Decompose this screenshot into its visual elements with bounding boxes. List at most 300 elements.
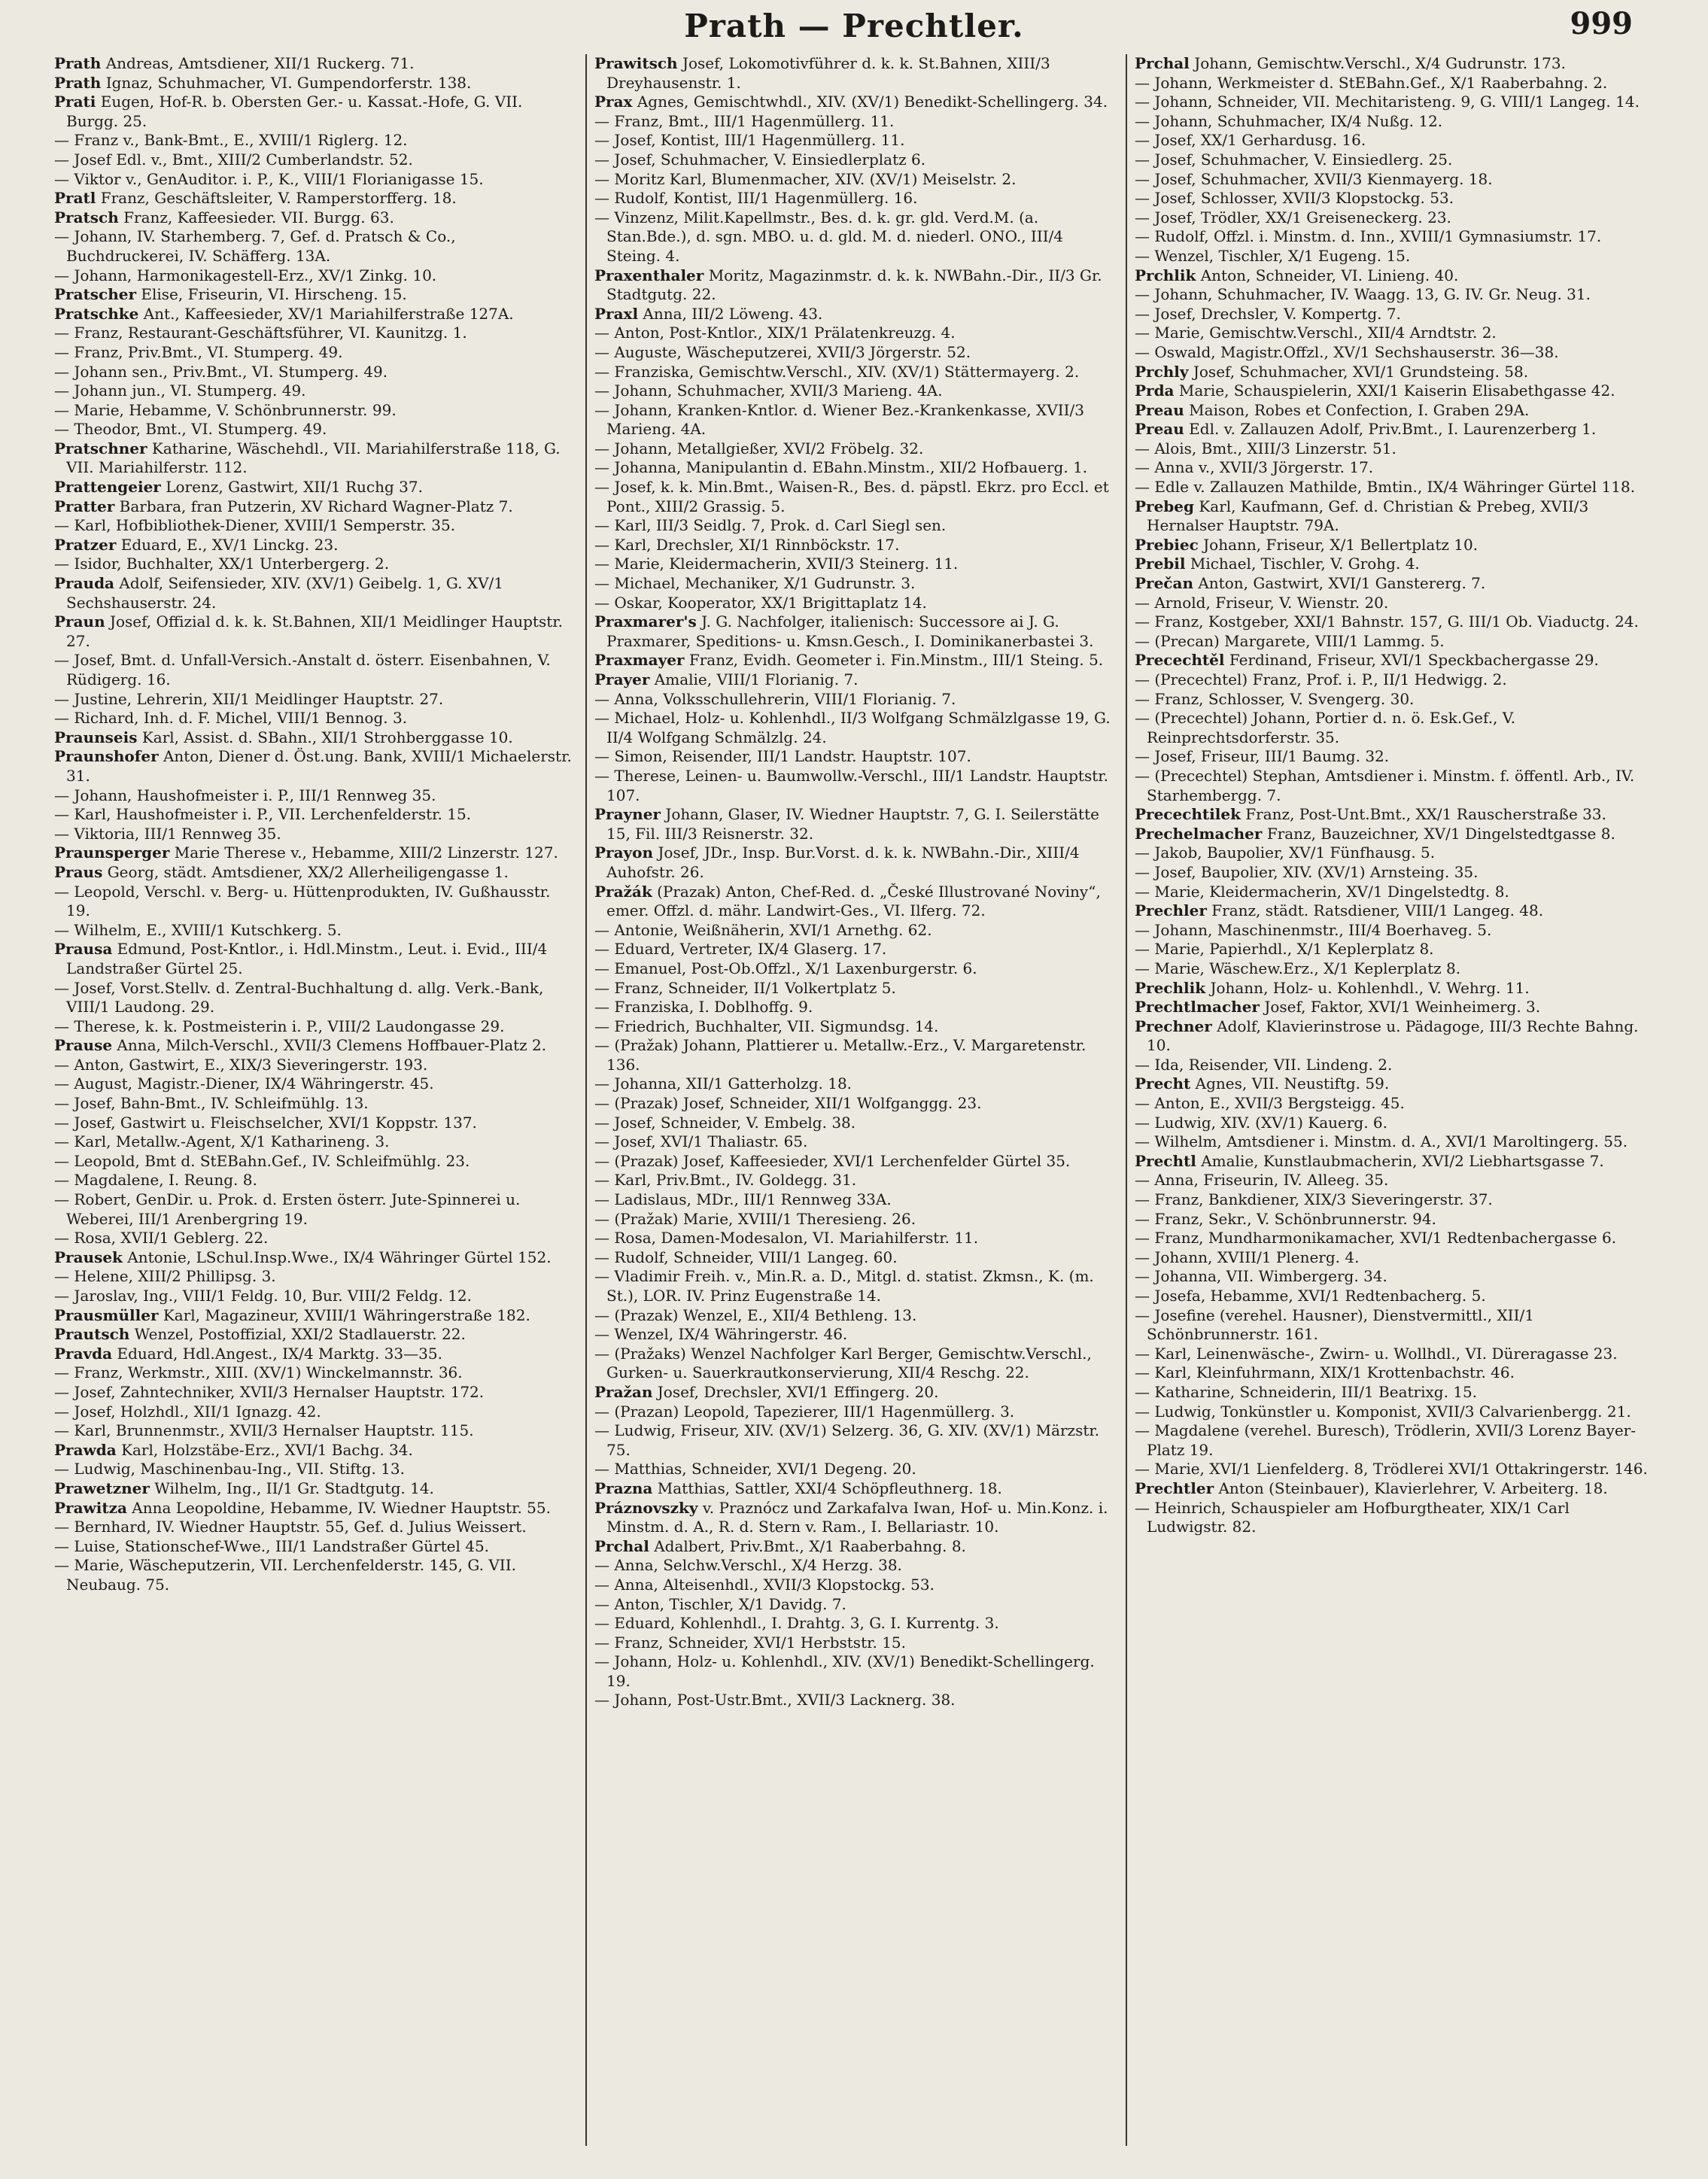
entry-details: — (Precechtel) Franz, Prof. i. P., II/1 Hedwigg. 2. [1135,670,1507,688]
entry-details: Anton (Steinbauer), Klavierlehrer, V. Arbeiterg. 18. [1218,1478,1608,1497]
directory-entry [594,574,1114,594]
entry-details: — Marie, Kleidermacherin, XV/1 Dingelstedtg. 8. [1135,882,1509,901]
entry-details: Adalbert, Priv.Bmt., X/1 Raaberbahng. 8. [654,1536,966,1555]
entry-details: Anna Leopoldine, Hebamme, IV. Wiedner Hauptstr. 55. [132,1498,551,1517]
entry-surname: Prechtlmacher [1135,998,1260,1017]
directory-entry [1135,54,1654,74]
entry-details: — Franziska, I. Doblhoffg. 9. [594,998,813,1017]
directory-entry [1135,843,1654,863]
directory-entry [54,883,573,921]
entry-surname: Precht [1135,1074,1191,1093]
directory-entry [54,979,573,1017]
directory-entry [594,843,1114,882]
entry-details: Johann, Friseur, X/1 Bellertplatz 10. [1203,535,1479,554]
entry-details: Adolf, Seifensieder, XIV. (XV/1) Geibelg. 1, G. XV/1 Sechshauserstr. 24. [66,574,503,612]
directory-entry [594,555,1114,574]
directory-entry [54,189,573,208]
entry-details: — Franz, Bankdiener, XIX/3 Sieveringerstr. 37. [1135,1190,1493,1209]
directory-column-2 [594,54,1114,2146]
directory-entry [1135,363,1654,382]
entry-details: — Ladislaus, MDr., III/1 Rennweg 33A. [594,1190,892,1209]
directory-entry [54,1094,573,1114]
directory-entry [594,979,1114,998]
entry-details: — Vladimir Freih. v., Min.R. a. D., Mitgl. d. statist. Zkmsn., K. (m. St.), LOR. IV. Prinz Eugenstraße 14. [594,1267,1094,1305]
entry-details: — Johann, IV. Starhemberg. 7, Gef. d. Pratsch & Co., Buchdruckerei, IV. Schäfferg. 13A. [54,227,456,265]
directory-entry [594,1421,1114,1460]
entry-details: — Johann sen., Priv.Bmt., VI. Stumperg. 49. [54,362,388,381]
directory-entry [1135,1267,1654,1287]
entry-details: — Johann jun., VI. Stumperg. 49. [54,381,306,400]
directory-entry [594,131,1114,150]
directory-entry [1135,208,1654,228]
entry-details: Michael, Tischler, V. Grohg. 4. [1190,555,1420,573]
entry-surname: Praunsperger [54,843,170,862]
directory-entry [54,208,573,228]
entry-details: — Franziska, Gemischtw.Verschl., XIV. (XV/1) Stättermayerg. 2. [594,362,1080,381]
directory-entry [594,1556,1114,1576]
entry-details: — Ludwig, Maschinenbau-Ing., VII. Stiftg. 13. [54,1460,405,1478]
entry-details: — Eduard, Kohlenhdl., I. Drahtg. 3, G. I. Kurrentg. 3. [594,1614,999,1633]
directory-entry [54,343,573,363]
entry-details: — Franz, Schneider, II/1 Volkertplatz 5. [594,978,896,997]
entry-details: — Ida, Reisender, VII. Lindeng. 2. [1135,1055,1393,1074]
entry-details: Marie, Schauspielerin, XXI/1 Kaiserin Elisabethgasse 42. [1178,381,1615,400]
directory-entry [1135,1152,1654,1172]
page-number: 999 [1570,6,1633,41]
entry-details: Johann, Gemischtw.Verschl., X/4 Gudrunstr. 173. [1194,54,1566,72]
directory-entry [1135,1017,1654,1056]
entry-details: Marie Therese v., Hebamme, XIII/2 Linzerstr. 127. [174,843,558,862]
entry-surname: Prechtler [1135,1478,1214,1497]
entry-details: Josef, Lokomotivführer d. k. k. St.Bahnen, XIII/3 Dreyhausenstr. 1. [606,54,1050,92]
directory-entry [1135,131,1654,150]
entry-details: Eduard, Hdl.Angest., IX/4 Marktg. 33—35. [117,1344,442,1363]
directory-entry [54,921,573,941]
entry-details: Josef, Drechsler, XVI/1 Effingerg. 20. [657,1382,939,1401]
directory-entry [54,363,573,382]
directory-entry [594,1094,1114,1114]
entry-surname: Prawda [54,1440,117,1459]
entry-details: Franz, städt. Ratsdiener, VIII/1 Langeg. 48. [1211,901,1544,920]
entry-surname: Prayner [594,805,661,824]
entry-surname: Pratschner [54,439,147,457]
directory-entry [594,1691,1114,1710]
directory-entry [54,1363,573,1383]
directory-entry [594,670,1114,690]
directory-entry [1135,940,1654,959]
directory-entry [594,93,1114,112]
entry-details: — Emanuel, Post-Ob.Offzl., X/1 Laxenburgerstr. 6. [594,959,977,977]
entry-details: — Franz, Werkmstr., XIII. (XV/1) Winckelmannstr. 36. [54,1363,463,1382]
entry-details: — Robert, GenDir. u. Prok. d. Ersten österr. Jute-Spinnerei u. Weberei, III/1 Arenbergring 19. [54,1190,521,1228]
entry-details: Anton, Gastwirt, XVI/1 Ganstererg. 7. [1198,574,1486,593]
directory-entry [594,1633,1114,1653]
entry-surname: Prause [54,1036,113,1055]
directory-entry [594,1499,1114,1537]
directory-entry [1135,324,1654,343]
entry-details: — Viktor v., GenAuditor. i. P., K., VIII/1 Florianigasse 15. [54,169,484,188]
directory-entry [54,1479,573,1499]
directory-entry [54,1229,573,1248]
directory-entry [1135,651,1654,670]
entry-details: — Josef, Schlosser, XVII/3 Klopstockg. 53. [1135,189,1454,208]
entry-details: — Franz, Restaurant-Geschäftsführer, VI. Kaunitzg. 1. [54,324,467,342]
entry-details: — Theodor, Bmt., VI. Stumperg. 49. [54,420,327,439]
directory-entry [1135,1460,1654,1479]
directory-entry [1135,1171,1654,1190]
entry-details: — Rosa, XVII/1 Geblerg. 22. [54,1229,269,1248]
directory-entry [54,843,573,863]
directory-entry [1135,632,1654,652]
directory-entry [594,747,1114,767]
directory-entry [54,1114,573,1133]
directory-entry [1135,458,1654,478]
directory-entry [1135,612,1654,632]
entry-details: — Richard, Inh. d. F. Michel, VIII/1 Bennog. 3. [54,709,408,728]
entry-details: — Josef, Schuhmacher, V. Einsiedlerplatz 6. [594,150,926,169]
entry-details: — Franz v., Bank-Bmt., E., XVIII/1 Riglerg. 12. [54,131,408,150]
directory-entry [1135,1363,1654,1383]
directory-entry [1135,1114,1654,1133]
page-header [53,5,1655,51]
entry-details: — Josef, Schuhmacher, XVII/3 Kienmayerg. 18. [1135,169,1493,188]
entry-details: Barbara, fran Putzerin, XV Richard Wagner-Platz 7. [119,497,513,515]
entry-details: — Karl, Hofbibliothek-Diener, XVIII/1 Semperstr. 35. [54,516,456,535]
directory-entry [54,170,573,190]
entry-details: — Marie, XVI/1 Lienfelderg. 8, Trödlerei XVI/1 Ottakringerstr. 146. [1135,1460,1648,1478]
directory-entry [54,1036,573,1056]
entry-details: — Katharine, Schneiderin, III/1 Beatrixg. 15. [1135,1382,1478,1401]
entry-details: Amalie, Kunstlaubmacherin, XVI/2 Liebhartsgasse 7. [1201,1151,1604,1170]
directory-entry [1135,979,1654,998]
entry-surname: Pražan [594,1382,653,1401]
entry-details: — Johann, Haushofmeister i. P., III/1 Rennweg 35. [54,786,436,804]
entry-details: — Johann, Maschinenmstr., III/4 Boerhaveg. 5. [1135,920,1492,939]
page-title: Prath — Prechtler. [684,8,1024,44]
entry-details: — Leopold, Bmt d. StEBahn.Gef., IV. Schleifmühlg. 23. [54,1151,470,1170]
entry-details: — Johann, Schneider, VII. Mechitaristeng. 9, G. VIII/1 Langeg. 14. [1135,93,1640,111]
entry-details: — Josef Edl. v., Bmt., XIII/2 Cumberlandstr. 52. [54,150,413,169]
entry-details: Eugen, Hof-R. b. Obersten Ger.- u. Kassat.-Hofe, G. VII. Burgg. 25. [66,93,523,130]
entry-details: — Luise, Stationschef-Wwe., III/1 Landstraßer Gürtel 45. [54,1536,490,1555]
directory-entry [594,1229,1114,1248]
directory-entry [1135,1190,1654,1210]
directory-entry [54,1518,573,1537]
entry-details: — Helene, XIII/2 Phillipsg. 3. [54,1267,276,1286]
entry-details: — August, Magistr.-Diener, IX/4 Währingerstr. 45. [54,1074,434,1093]
directory-entry [54,555,573,574]
directory-entry [594,478,1114,516]
entry-details: — Johann, Schuhmacher, XVII/3 Marieng. 4A. [594,381,943,400]
entry-details: Wenzel, Postoffizial, XXI/2 Stadlauerstr. 22. [134,1325,466,1344]
entry-details: — Antonie, Weißnäherin, XVI/1 Arnethg. 62. [594,920,932,939]
directory-entry [594,1614,1114,1633]
entry-surname: Preau [1135,400,1184,419]
entry-details: — Josef, Schneider, V. Embelg. 38. [594,1113,856,1132]
directory-entry [1135,709,1654,747]
entry-details: — Leopold, Verschl. v. Berg- u. Hüttenprodukten, IV. Gußhausstr. 19. [54,882,551,920]
directory-entry [54,786,573,806]
entry-surname: Praunshofer [54,747,159,766]
directory-entry [1135,863,1654,883]
entry-details: — Ludwig, XIV. (XV/1) Kauerg. 6. [1135,1113,1388,1132]
directory-entry [594,1460,1114,1479]
directory-columns [54,54,1649,2146]
directory-entry [54,54,573,74]
entry-details: — Karl, III/3 Seidlg. 7, Prok. d. Carl Siegl sen. [594,516,947,535]
directory-entry [594,921,1114,941]
entry-details: Georg, städt. Amtsdiener, XX/2 Allerheiligengasse 1. [107,862,509,881]
directory-entry [594,112,1114,132]
directory-entry [594,709,1114,747]
entry-details: — Jaroslav, Ing., VIII/1 Feldg. 10, Bur. VIII/2 Feldg. 12. [54,1287,473,1305]
directory-entry [1135,112,1654,132]
entry-surname: Prechler [1135,901,1207,920]
directory-entry [1135,747,1654,767]
directory-entry [54,227,573,266]
entry-surname: Prausmüller [54,1305,159,1324]
directory-entry [54,1171,573,1190]
entry-details: — (Prazak) Josef, Kaffeesieder, XVI/1 Lerchenfelder Gürtel 35. [594,1151,1071,1170]
directory-entry [594,1152,1114,1172]
directory-entry [1135,93,1654,112]
directory-entry [54,150,573,170]
entry-details: — Anna v., XVII/3 Jörgerstr. 17. [1135,458,1374,477]
entry-details: — Michael, Holz- u. Kohlenhdl., II/3 Wolfgang Schmälzlgasse 19, G. II/4 Wolfgang Schmälzlg. 24. [594,709,1111,746]
entry-details: — Franz, Bmt., III/1 Hagenmüllerg. 11. [594,111,895,130]
entry-details: — Josef, Baupolier, XIV. (XV/1) Arnsteing. 35. [1135,862,1479,881]
directory-entry [54,805,573,825]
directory-entry [1135,74,1654,93]
entry-details: — Josef, Holzhdl., XII/1 Ignazg. 42. [54,1402,321,1421]
directory-entry [1135,825,1654,844]
entry-details: — Josef, Schuhmacher, V. Einsiedlerg. 25. [1135,150,1453,169]
entry-details: — Isidor, Buchhalter, XX/1 Unterbergerg. 2. [54,555,390,573]
directory-entry [54,1403,573,1422]
entry-details: — Josefa, Hebamme, XVI/1 Redtenbacherg. 5. [1135,1287,1486,1305]
entry-surname: Praunseis [54,728,138,746]
entry-details: — Franz, Schneider, XVI/1 Herbststr. 15. [594,1633,906,1652]
directory-entry [594,612,1114,651]
directory-entry [54,131,573,150]
entry-details: — Johanna, VII. Wimbergerg. 34. [1135,1267,1387,1286]
directory-entry [1135,227,1654,247]
entry-details: — Johann, Kranken-Kntlor. d. Wiener Bez.-Krankenkasse, XVII/3 Marieng. 4A. [594,400,1084,439]
directory-entry [54,825,573,844]
directory-entry [1135,401,1654,421]
entry-surname: Pratl [54,189,96,208]
entry-details: Franz, Evidh. Geometer i. Fin.Minstm., III/1 Steing. 5. [688,651,1104,670]
directory-entry [594,208,1114,266]
entry-details: — Bernhard, IV. Wiedner Hauptstr. 55, Gef. d. Julius Weissert. [54,1518,527,1536]
directory-entry [54,1132,573,1152]
directory-entry [594,1479,1114,1499]
entry-surname: Praxl [594,304,639,323]
directory-entry [594,594,1114,613]
directory-entry [594,1036,1114,1074]
entry-surname: Prečan [1135,574,1193,593]
entry-details: — Heinrich, Schauspieler am Hofburgtheater, XIX/1 Carl Ludwigstr. 82. [1135,1498,1570,1536]
entry-details: — Franz, Mundharmonikamacher, XVI/1 Redtenbachergasse 6. [1135,1229,1617,1248]
entry-details: — (Pražak) Marie, XVIII/1 Theresieng. 26. [594,1209,916,1228]
entry-surname: Praxenthaler [594,266,704,284]
directory-entry [1135,883,1654,902]
entry-surname: Pratscher [54,285,137,304]
entry-surname: Prausa [54,940,113,959]
entry-details: — Therese, k. k. Postmeisterin i. P., VIII/2 Laudongasse 29. [54,1017,505,1035]
directory-entry [54,516,573,536]
entry-details: — Josef, Friseur, III/1 Baumg. 32. [1135,747,1390,766]
entry-details: — Vinzenz, Milit.Kapellmstr., Bes. d. k. gr. gld. Verd.M. (a. Stan.Bde.), d. sgn. MBO. u. d. gld. M. d. niederl. ONO., III/4 Steing. 4. [594,208,1064,265]
directory-entry [54,1499,573,1518]
directory-entry [1135,805,1654,825]
entry-details: — (Precechtel) Stephan, Amtsdiener i. Minstm. f. öffentl. Arb., IV. Starhembergg. 7. [1135,766,1635,804]
directory-entry [54,863,573,883]
entry-details: — Justine, Lehrerin, XII/1 Meidlinger Hauptstr. 27. [54,689,444,708]
entry-details: — Anton, E., XVII/3 Bergsteigg. 45. [1135,1094,1405,1113]
entry-details: — Johann, Schuhmacher, IX/4 Nußg. 12. [1135,111,1443,130]
entry-surname: Prazna [594,1478,653,1497]
entry-details: — Rudolf, Kontist, III/1 Hagenmüllerg. 16. [594,189,918,208]
entry-details: — Moritz Karl, Blumenmacher, XIV. (XV/1) Meiselstr. 2. [594,169,1017,188]
directory-entry [54,1152,573,1172]
entry-details: — Karl, Brunnenmstr., XVII/3 Hernalser Hauptstr. 115. [54,1421,474,1440]
entry-details: — Michael, Mechaniker, X/1 Gudrunstr. 3. [594,574,916,593]
directory-entry [54,305,573,324]
directory-entry [594,1210,1114,1229]
entry-details: — Josefine (verehel. Hausner), Dienstvermittl., XII/1 Schönbrunnerstr. 161. [1135,1305,1534,1344]
directory-entry [1135,1248,1654,1268]
entry-details: — Josef, XVI/1 Thaliastr. 65. [594,1132,808,1151]
entry-details: — Josef, Drechsler, V. Kompertg. 7. [1135,304,1401,323]
entry-details: Karl, Kaufmann, Gef. d. Christian & Prebeg, XVII/3 Hernalser Hauptstr. 79A. [1147,497,1589,535]
entry-details: Franz, Kaffeesieder. VII. Burgg. 63. [123,208,394,226]
entry-details: — Karl, Drechsler, XI/1 Rinnböckstr. 17. [594,535,900,554]
entry-details: — Eduard, Vertreter, IX/4 Glaserg. 17. [594,940,887,959]
directory-entry [594,1267,1114,1305]
directory-entry [594,266,1114,305]
directory-entry [594,381,1114,401]
directory-entry [54,401,573,421]
directory-entry [1135,170,1654,190]
directory-entry [54,1345,573,1364]
entry-surname: Prchal [1135,54,1190,72]
entry-surname: Praxmarer's [594,612,697,631]
entry-details: — Karl, Leinenwäsche-, Zwirn- u. Wollhdl., VI. Düreragasse 23. [1135,1344,1618,1363]
entry-details: — Johanna, Manipulantin d. EBahn.Minstm., XII/2 Hofbauerg. 1. [594,458,1088,477]
directory-entry [594,767,1114,805]
directory-entry [54,1267,573,1287]
entry-details: — Josef, Bmt. d. Unfall-Versich.-Anstalt d. österr. Eisenbahnen, V. Rüdigerg. 16. [54,651,551,688]
entry-details: Franz, Geschäftsleiter, V. Ramperstorfferg. 18. [100,189,457,208]
entry-details: — Johanna, XII/1 Gatterholzg. 18. [594,1074,852,1093]
entry-surname: Pratzer [54,535,117,554]
directory-entry [54,1074,573,1094]
entry-details: Johann, Holz- u. Kohlenhdl., V. Wehrg. 11. [1210,978,1530,997]
entry-details: — Johann, Holz- u. Kohlenhdl., XIV. (XV/1) Benedikt-Schellingerg. 19. [594,1652,1095,1690]
directory-entry [1135,381,1654,401]
directory-entry [1135,1287,1654,1306]
entry-surname: Prati [54,93,96,111]
entry-details: Ignaz, Schuhmacher, VI. Gumpendorferstr. 138. [105,73,472,92]
directory-entry [594,1537,1114,1557]
entry-details: — Marie, Wäschew.Erz., X/1 Keplerplatz 8. [1135,959,1461,977]
entry-details: Josef, Schuhmacher, XVI/1 Grundsteing. 58. [1193,362,1529,381]
entry-details: Elise, Friseurin, VI. Hirscheng. 15. [141,285,407,304]
entry-details: — Alois, Bmt., XIII/3 Linzerstr. 51. [1135,439,1396,457]
entry-details: — Johann, Harmonikagestell-Erz., XV/1 Zinkg. 10. [54,266,437,284]
directory-entry [54,1537,573,1557]
entry-details: — Josef, Trödler, XX/1 Greiseneckerg. 23. [1135,208,1451,226]
entry-details: — Oswald, Magistr.Offzl., XV/1 Sechshauserstr. 36—38. [1135,342,1559,361]
entry-details: — Marie, Gemischtw.Verschl., XII/4 Arndtstr. 2. [1135,324,1497,342]
entry-details: — Karl, Haushofmeister i. P., VII. Lerchenfelderstr. 15. [54,805,472,824]
entry-surname: Prawitza [54,1498,127,1517]
entry-details: — Josef, Kontist, III/1 Hagenmüllerg. 11. [594,131,905,150]
entry-details: — Johann, Schuhmacher, IV. Waagg. 13, G. IV. Gr. Neug. 31. [1135,285,1591,304]
directory-entry [1135,1499,1654,1537]
directory-entry [54,93,573,131]
directory-entry [1135,1306,1654,1345]
directory-entry [1135,555,1654,574]
directory-entry [1135,1383,1654,1403]
directory-entry [54,728,573,748]
entry-surname: Prechlik [1135,978,1206,997]
entry-details: — Wenzel, IX/4 Währingerstr. 46. [594,1325,848,1344]
directory-entry [54,1460,573,1479]
entry-details: — Wenzel, Tischler, X/1 Eugeng. 15. [1135,246,1411,265]
directory-entry [54,420,573,439]
entry-details: Lorenz, Gastwirt, XII/1 Ruchg 37. [166,478,423,497]
entry-details: Josef, Faktor, XVI/1 Weinheimerg. 3. [1264,998,1541,1017]
entry-details: Johann, Glaser, IV. Wiedner Hauptstr. 7, G. I. Seilerstätte 15, Fil. III/3 Reisnerstr. 32. [606,805,1099,843]
entry-details: — Oskar, Kooperator, XX/1 Brigittaplatz 14. [594,593,927,612]
entry-details: v. Praznócz und Zarkafalva Iwan, Hof- u. Min.Konz. i. Minstm. d. A., R. d. Stern v. Ram., I. Bellariastr. 10. [606,1498,1108,1536]
entry-surname: Prda [1135,381,1175,400]
entry-details: Ant., Kaffeesieder, XV/1 Mariahilferstraße 127A. [143,304,514,323]
directory-entry [1135,1229,1654,1248]
directory-entry [54,74,573,93]
entry-details: — Johann, Werkmeister d. StEBahn.Gef., X/1 Raaberbahng. 2. [1135,73,1608,92]
entry-surname: Prayer [594,670,650,688]
directory-entry [594,170,1114,190]
directory-entry [54,1421,573,1441]
directory-entry [54,747,573,786]
directory-entry [1135,1479,1654,1499]
entry-surname: Prechelmacher [1135,824,1263,843]
entry-details: Josef, Offizial d. k. k. St.Bahnen, XII/1 Meidlinger Hauptstr. 27. [66,612,563,650]
entry-details: — Edle v. Zallauzen Mathilde, Bmtin., IX/4 Währinger Gürtel 118. [1135,478,1636,497]
entry-details: Antonie, LSchul.Insp.Wwe., IX/4 Währinger Gürtel 152. [127,1248,552,1266]
directory-entry [594,805,1114,843]
entry-details: Agnes, Gemischtwhdl., XIV. (XV/1) Benedikt-Schellingerg. 34. [637,93,1108,111]
directory-entry [54,574,573,612]
directory-entry [1135,690,1654,710]
directory-entry [1135,439,1654,459]
entry-surname: Prauda [54,574,115,593]
entry-surname: Prattengeier [54,478,161,497]
directory-entry [594,343,1114,363]
entry-surname: Pražák [594,882,652,901]
directory-entry [594,1017,1114,1037]
entry-surname: Prchal [594,1536,649,1555]
directory-entry [594,536,1114,555]
directory-entry [1135,478,1654,497]
entry-details: — Rudolf, Schneider, VIII/1 Langeg. 60. [594,1248,898,1266]
directory-entry [594,1383,1114,1403]
directory-entry [1135,150,1654,170]
entry-details: — Karl, Priv.Bmt., IV. Goldegg. 31. [594,1171,857,1190]
